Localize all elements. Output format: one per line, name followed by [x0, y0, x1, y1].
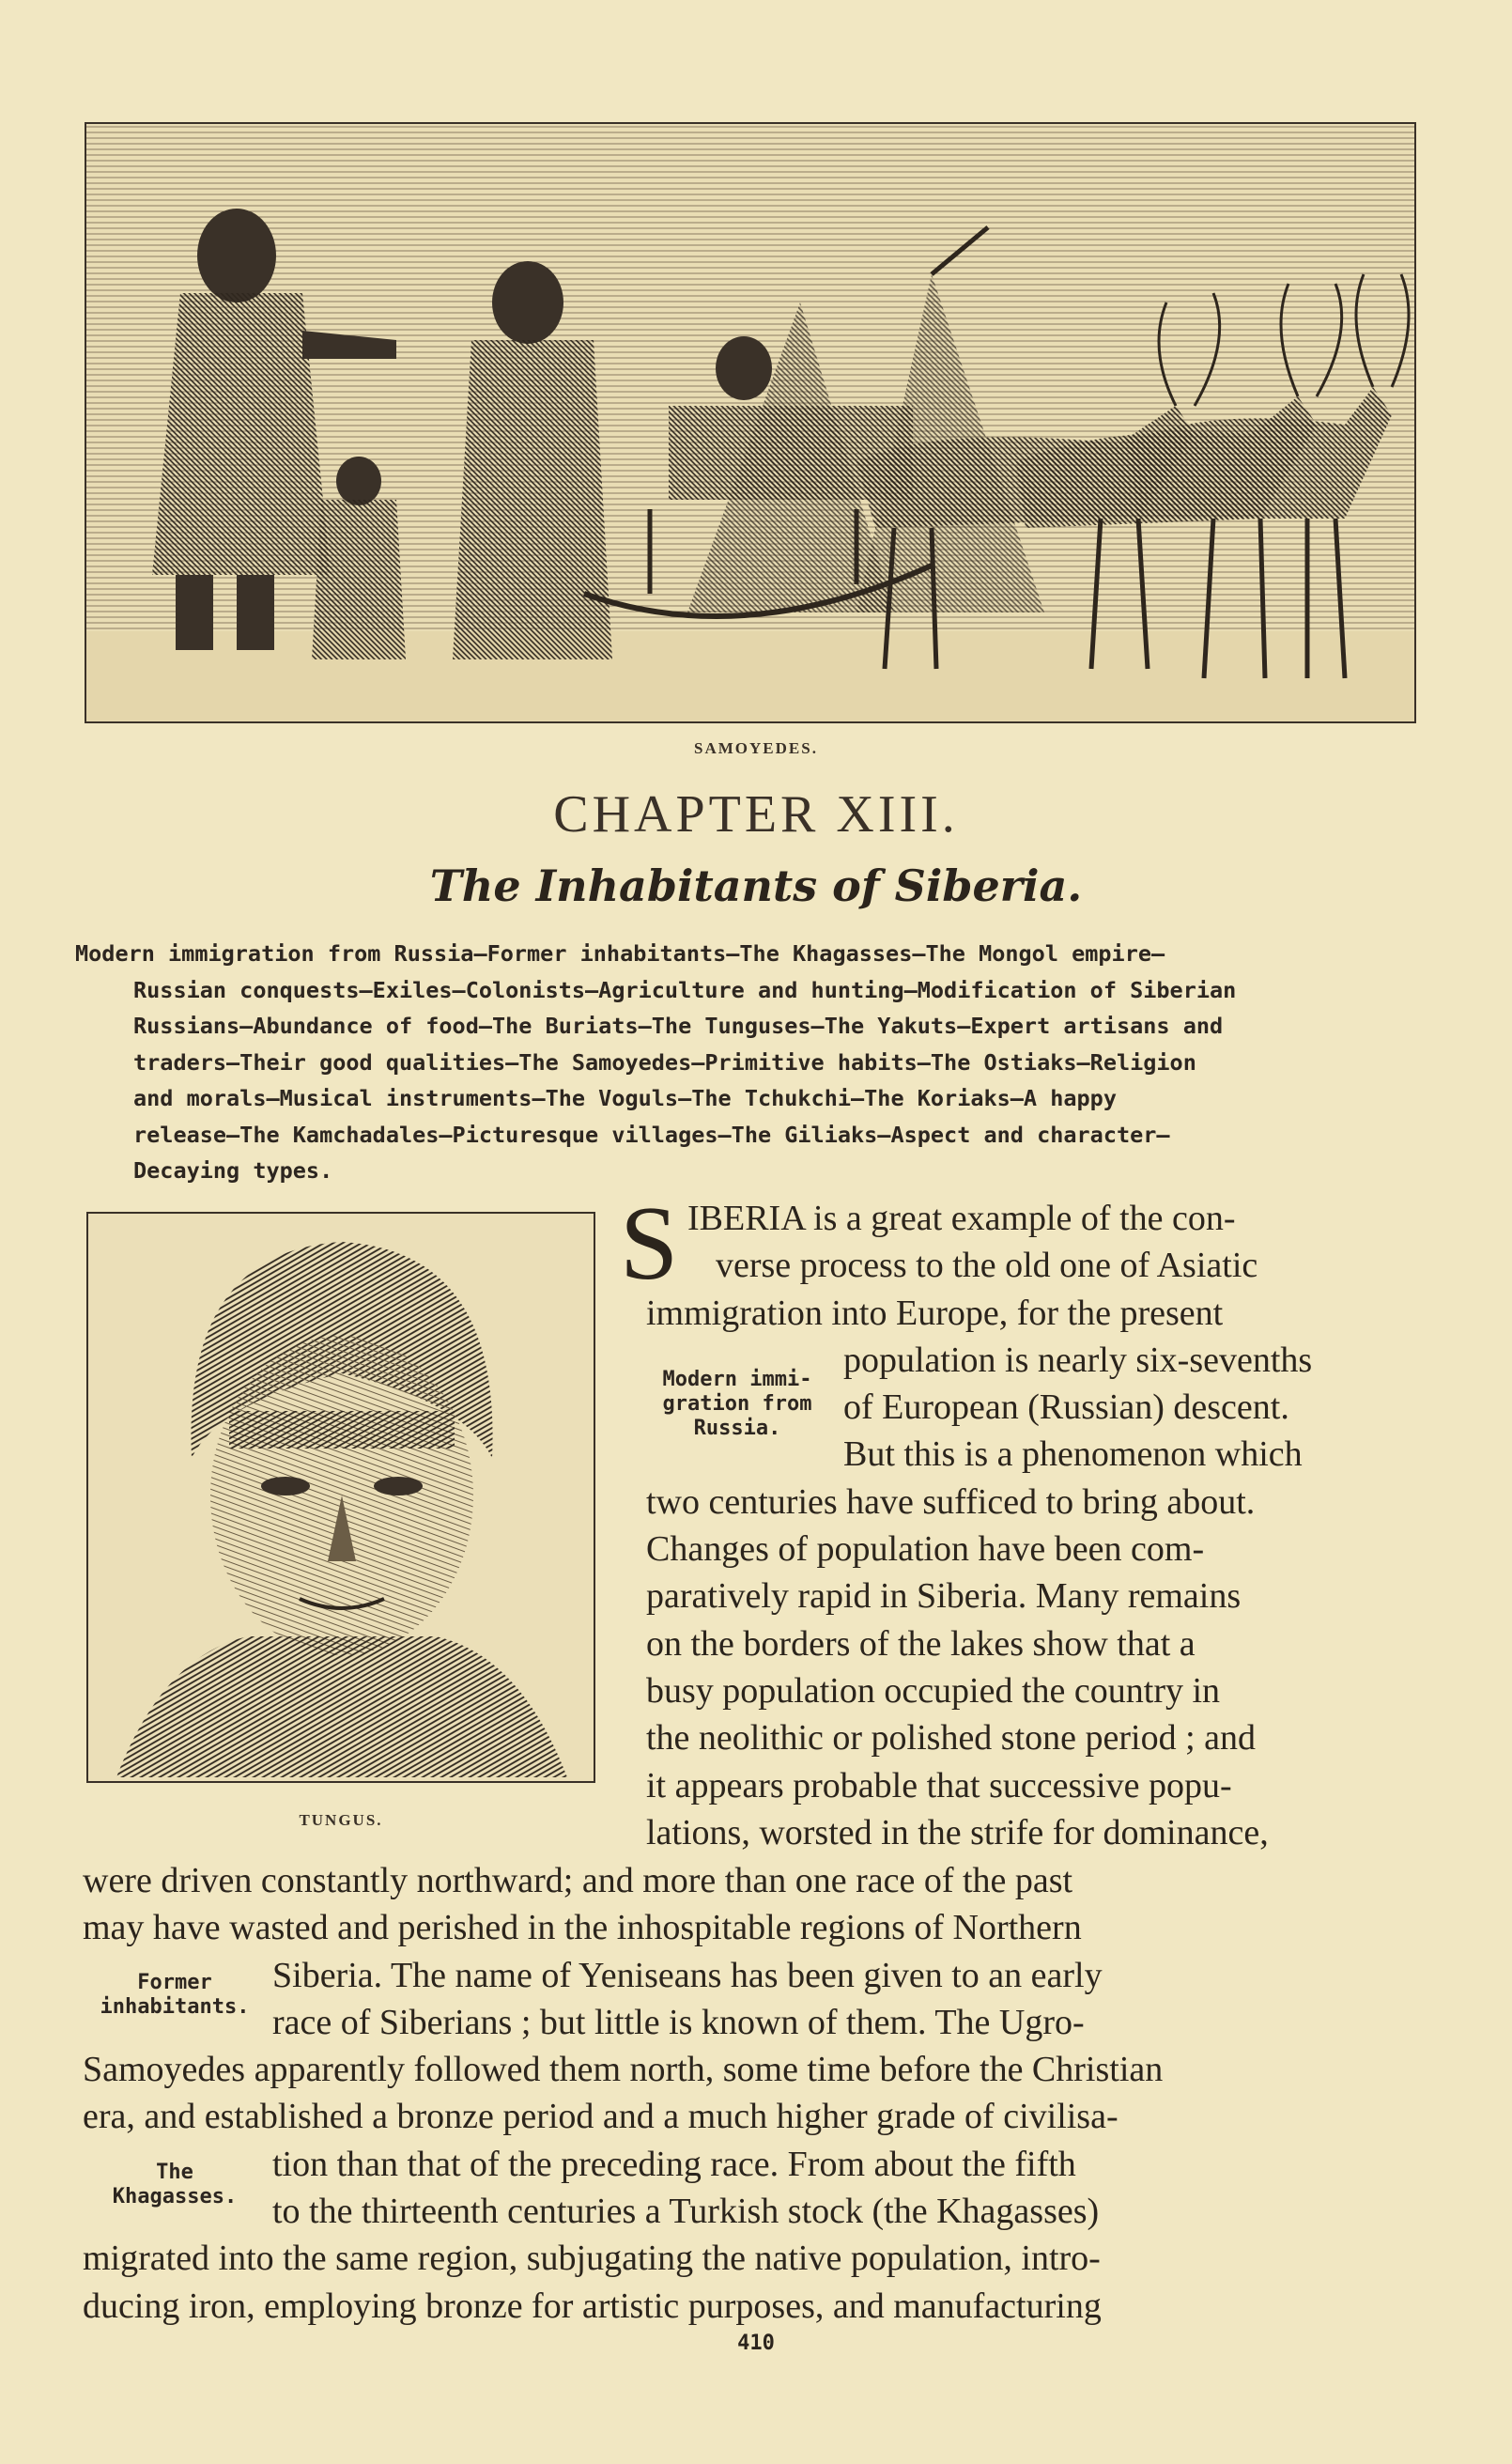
- summary-line: Russian conquests—Exiles—Colonists—Agriculture and hunting—Modification of Siberian: [133, 976, 1237, 1003]
- text-line: era, and established a bronze period and a much higher grade of civilisa-: [83, 2097, 1119, 2137]
- text-line: may have wasted and perished in the inhospitable regions of Northern: [83, 1908, 1082, 1948]
- text-line: race of Siberians ; but little is known of them. The Ugro-: [272, 2002, 1085, 2042]
- full-width-text: [83, 1857, 1424, 2330]
- summary-line: release—The Kamchadales—Picturesque villages—The Giliaks—Aspect and character—: [133, 1121, 1170, 1148]
- text-line: the neolithic or polished stone period ; and: [646, 1718, 1257, 1759]
- portrait-illustration: [88, 1214, 594, 1781]
- margin-note-modern-immigration: Modern immi- gration from Russia.: [662, 1368, 812, 1440]
- summary-line: Russians—Abundance of food—The Buriats—The Tunguses—The Yakuts—Expert artisans and: [133, 1013, 1224, 1039]
- summary-line: Decaying types.: [133, 1157, 333, 1184]
- page-number: 410: [737, 2332, 775, 2355]
- text-line: busy population occupied the country in: [646, 1670, 1221, 1711]
- text-line: paratively rapid in Siberia. Many remains: [646, 1576, 1242, 1617]
- engraving-illustration: [86, 124, 1414, 721]
- chapter-title: CHAPTER XIII.: [553, 785, 959, 844]
- right-column-text: [646, 1195, 1424, 1856]
- text-line: it appears probable that successive popu-: [646, 1765, 1232, 1805]
- text-line: on the borders of the lakes show that a: [646, 1623, 1196, 1664]
- text-line: were driven constantly northward; and more than one race of the past: [83, 1861, 1073, 1900]
- chapter-subtitle: The Inhabitants of Siberia.: [429, 860, 1083, 911]
- summary-line: and morals—Musical instruments—The Voguls—The Tchukchi—The Koriaks—A happy: [133, 1085, 1117, 1111]
- text-line: immigration into Europe, for the present: [646, 1293, 1224, 1333]
- summary-line: Modern immigration from Russia—Former inhabitants—The Khagasses—The Mongol empire—: [75, 940, 1165, 967]
- text-line: ducing iron, employing bronze for artistic purposes, and manufacturing: [83, 2286, 1102, 2326]
- text-line: two centuries have sufficed to bring about.: [646, 1481, 1256, 1522]
- text-line: verse process to the old one of Asiatic: [716, 1246, 1258, 1286]
- text-line: lations, worsted in the strife for dominance,: [646, 1812, 1269, 1852]
- summary-line: traders—Their good qualities—The Samoyedes—Primitive habits—The Ostiaks—Religion: [133, 1048, 1196, 1076]
- text-line: But this is a phenomenon which: [843, 1434, 1303, 1475]
- text-line: Siberia. The name of Yeniseans has been given to an early: [272, 1955, 1103, 1995]
- drop-cap: S: [620, 1186, 679, 1302]
- text-line: to the thirteenth centuries a Turkish stock (the Khagasses): [272, 2192, 1100, 2232]
- samoyedes-engraving: [85, 122, 1416, 723]
- tungus-portrait: [86, 1212, 595, 1783]
- text-line: tion than that of the preceding race. From about the fifth: [272, 2144, 1076, 2184]
- text-line: migrated into the same region, subjugating the native population, intro-: [83, 2239, 1101, 2279]
- text-line: Samoyedes apparently followed them north, some time before the Christian: [83, 2050, 1164, 2090]
- text-line: IBERIA is a great example of the con-: [687, 1199, 1236, 1238]
- text-line: Changes of population have been com-: [646, 1529, 1205, 1570]
- text-line: population is nearly six-sevenths: [843, 1340, 1313, 1380]
- margin-note-former-inhabitants: Former inhabitants.: [100, 1971, 250, 2019]
- chapter-summary: [75, 936, 1427, 1189]
- engraving-caption: SAMOYEDES.: [694, 739, 818, 757]
- portrait-caption: TUNGUS.: [299, 1811, 383, 1829]
- text-line: of European (Russian) descent.: [843, 1387, 1289, 1428]
- margin-note-khagasses: The Khagasses.: [112, 2161, 238, 2208]
